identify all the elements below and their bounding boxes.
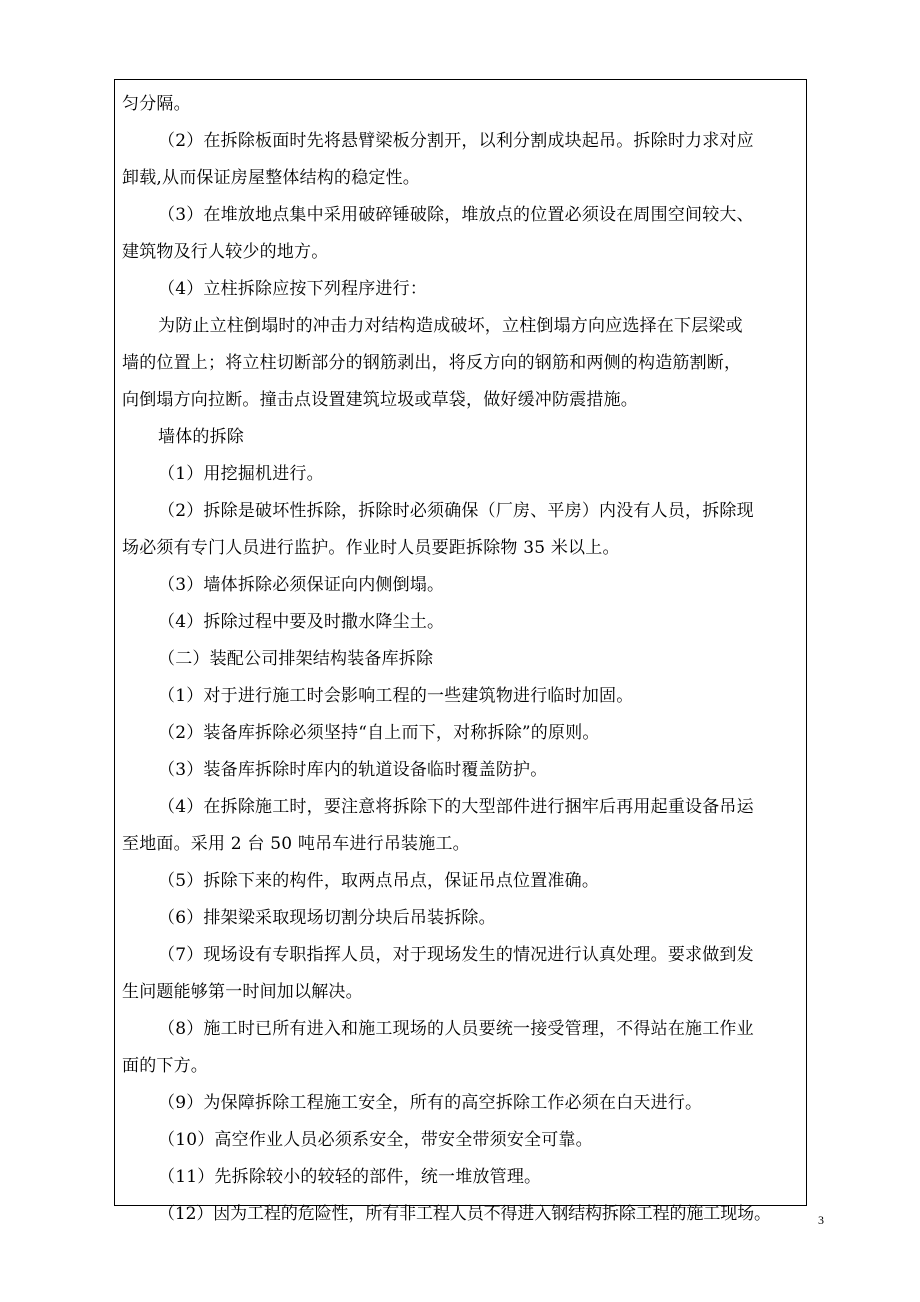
text-line: 面的下方。 (122, 1056, 208, 1076)
text-line: （12）因为工程的危险性，所有非工程人员不得进入钢结构拆除工程的施工现场。 (158, 1204, 771, 1224)
document-body (122, 86, 806, 1233)
text-line: （3）在堆放地点集中采用破碎锤破除，堆放点的位置必须设在周围空间较大、 (158, 205, 754, 225)
text-line: （7）现场设有专职指挥人员，对于现场发生的情况进行认真处理。要求做到发 (158, 945, 754, 965)
text-line: 向倒塌方向拉断。撞击点设置建筑垃圾或草袋，做好缓冲防震措施。 (122, 390, 638, 410)
text-line: （2）拆除是破坏性拆除，拆除时必须确保（厂房、平房）内没有人员，拆除现 (158, 501, 754, 521)
text-line: （2）装备库拆除必须坚持“自上而下，对称拆除”的原则。 (158, 723, 600, 743)
text-line: （2）在拆除板面时先将悬臂梁板分割开，以利分割成块起吊。拆除时力求对应 (158, 131, 754, 151)
text-line: 为防止立柱倒塌时的冲击力对结构造成破坏，立柱倒塌方向应选择在下层梁或 (158, 316, 743, 336)
text-line: （1）对于进行施工时会影响工程的一些建筑物进行临时加固。 (158, 686, 634, 706)
text-line: 卸载,从而保证房屋整体结构的稳定性。 (122, 168, 421, 188)
text-line: （3）墙体拆除必须保证向内侧倒塌。 (158, 575, 445, 595)
text-line: （8）施工时已所有进入和施工现场的人员要统一接受管理，不得站在施工作业 (158, 1019, 754, 1039)
text-line: 建筑物及行人较少的地方。 (122, 242, 329, 262)
text-line: 场必须有专门人员进行监护。作业时人员要距拆除物 35 米以上。 (122, 538, 620, 558)
text-line: 匀分隔。 (122, 94, 191, 114)
page-number: 3 (818, 1213, 824, 1227)
section-heading: （二）装配公司排架结构装备库拆除 (158, 649, 434, 669)
text-line: （4）立柱拆除应按下列程序进行： (158, 279, 428, 299)
text-line: 墙的位置上；将立柱切断部分的钢筋剥出，将反方向的钢筋和两侧的构造筋割断， (122, 353, 742, 373)
text-line: （5）拆除下来的构件，取两点吊点，保证吊点位置准确。 (158, 871, 600, 891)
section-heading: 墙体的拆除 (158, 427, 244, 447)
text-line: 生问题能够第一时间加以解决。 (122, 982, 363, 1002)
text-line: （1）用挖掘机进行。 (158, 464, 324, 484)
text-line: （6）排架梁采取现场切割分块后吊装拆除。 (158, 908, 496, 928)
text-line: （4）拆除过程中要及时撒水降尘土。 (158, 612, 445, 632)
text-line: （10）高空作业人员必须系安全，带安全带须安全可靠。 (158, 1130, 593, 1150)
text-line: （11）先拆除较小的较轻的部件，统一堆放管理。 (158, 1167, 542, 1187)
text-line: （3）装备库拆除时库内的轨道设备临时覆盖防护。 (158, 760, 548, 780)
text-line: 至地面。采用 2 台 50 吨吊车进行吊装施工。 (122, 834, 470, 854)
text-line: （9）为保障拆除工程施工安全，所有的高空拆除工作必须在白天进行。 (158, 1093, 703, 1113)
text-line: （4）在拆除施工时，要注意将拆除下的大型部件进行捆牢后再用起重设备吊运 (158, 797, 754, 817)
